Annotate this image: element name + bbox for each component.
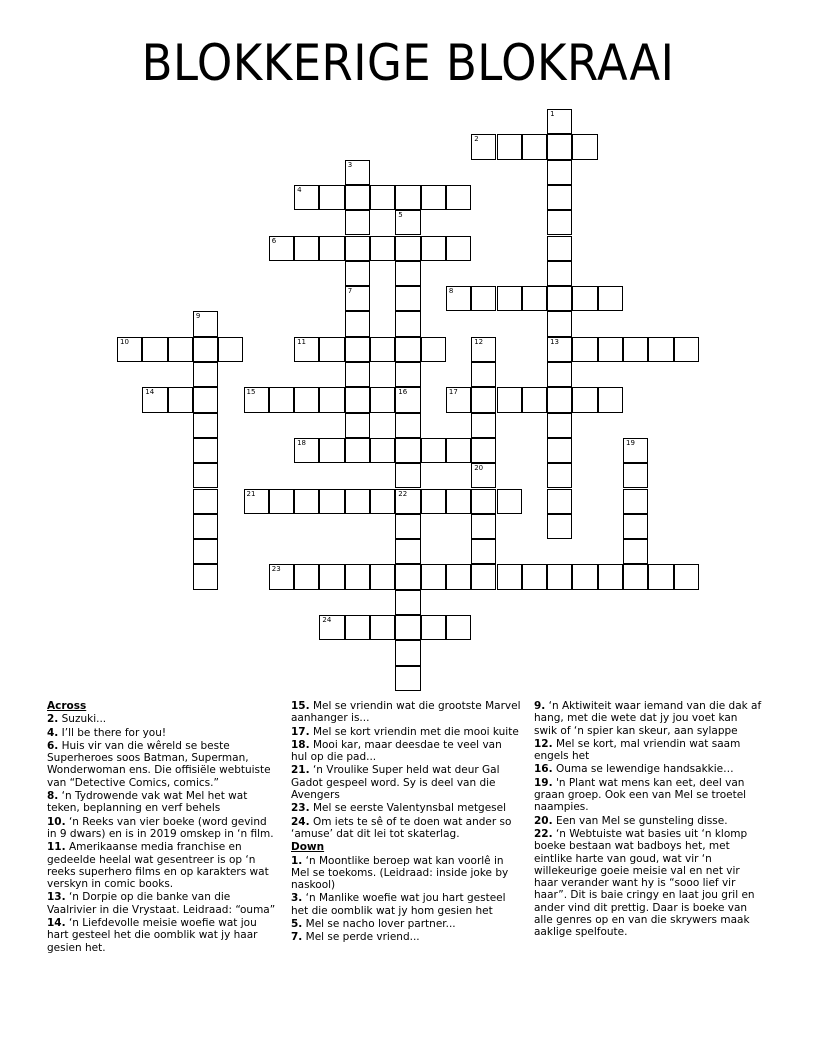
clue-number: 22.: [534, 827, 553, 840]
grid-cell[interactable]: [294, 489, 319, 514]
grid-cell[interactable]: [294, 564, 319, 589]
clue-down-3: [291, 892, 521, 917]
clue-number: 12.: [534, 737, 553, 750]
grid-cell[interactable]: [294, 337, 319, 362]
grid-cell[interactable]: [370, 438, 395, 463]
grid-cell[interactable]: [471, 337, 496, 362]
grid-cell[interactable]: [471, 362, 496, 387]
grid-cell[interactable]: [547, 109, 572, 134]
clue-text: ‘n Webtuiste wat basies uit ‘n klomp boeke bestaan wat badboys het, met eintlike harte van goud, wat vir ‘n willekeurige goeie meisie val en net vir haar verander want hy is “sooo lief vir haar”. Dit is baie cringy en laat jou gril en ander vind dit prettig. Daar is boeke van alle genres op en van die skrywers maak aaklige spelfoute.: [534, 827, 755, 939]
clue-across-23: [291, 802, 521, 814]
cell-number: 20: [474, 464, 484, 473]
clue-text: ‘n Vroulike Super held wat deur Gal Gadot gespeel word. Sy is deel van die Avengers: [291, 764, 500, 802]
clue-text: Mel se kort vriendin met die mooi kuite: [309, 725, 519, 738]
grid-cell[interactable]: [395, 185, 420, 210]
clue-number: 10.: [47, 815, 66, 828]
clue-down-1: [291, 855, 521, 892]
grid-cell[interactable]: [471, 438, 496, 463]
grid-cell[interactable]: [421, 564, 446, 589]
grid-cell[interactable]: [547, 210, 572, 235]
grid-cell[interactable]: [193, 337, 218, 362]
grid-cell[interactable]: [648, 337, 673, 362]
grid-cell[interactable]: [193, 489, 218, 514]
clue-down-12: [534, 738, 762, 763]
page-title: BLOKKERIGE BLOKRAAI: [141, 34, 675, 92]
cell-number: 11: [297, 337, 307, 346]
cell-number: 13: [550, 337, 560, 346]
grid-cell[interactable]: [193, 564, 218, 589]
grid-cell[interactable]: [370, 564, 395, 589]
grid-cell[interactable]: [471, 539, 496, 564]
clue-across-14: [47, 917, 277, 954]
clues-column-3: [534, 700, 762, 940]
clue-text: Mel se kort, mal vriendin wat saam engels het: [534, 737, 741, 763]
grid-cell[interactable]: [370, 489, 395, 514]
grid-cell[interactable]: [547, 564, 572, 589]
cell-number: 3: [347, 160, 353, 169]
grid-cell[interactable]: [345, 564, 370, 589]
cell-number: 7: [347, 287, 353, 296]
cell-number: 21: [246, 489, 256, 498]
grid-cell[interactable]: [345, 261, 370, 286]
grid-cell[interactable]: [395, 564, 420, 589]
clue-number: 17.: [291, 725, 310, 738]
grid-cell[interactable]: [522, 286, 547, 311]
grid-cell[interactable]: [345, 160, 370, 185]
clue-text: Huis vir van die wêreld se beste Superheroes soos Batman, Superman, Wonderwoman ens. Die offisiële webtuiste van “Detective Comics, comics.”: [47, 739, 271, 789]
grid-cell[interactable]: [395, 413, 420, 438]
clue-down-9: [534, 700, 762, 737]
clue-text: Suzuki...: [58, 713, 107, 726]
grid-cell[interactable]: [244, 489, 269, 514]
grid-cell[interactable]: [345, 413, 370, 438]
grid-cell[interactable]: [623, 489, 648, 514]
grid-cell[interactable]: [395, 387, 420, 412]
clue-number: 6.: [47, 739, 59, 752]
clue-text: ‘n Reeks van vier boeke (word gevind in 9 dwars) en is in 2019 omskep in ‘n film.: [47, 815, 274, 840]
grid-cell[interactable]: [421, 185, 446, 210]
clue-text: Ouma se lewendige handsakkie…: [552, 763, 734, 776]
grid-cell[interactable]: [319, 185, 344, 210]
grid-cell[interactable]: [471, 134, 496, 159]
grid-cell[interactable]: [319, 337, 344, 362]
grid-cell[interactable]: [471, 286, 496, 311]
grid-cell[interactable]: [370, 236, 395, 261]
grid-cell[interactable]: [446, 564, 471, 589]
clue-number: 2.: [47, 713, 59, 726]
cell-number: 24: [322, 616, 332, 624]
clue-number: 8.: [47, 790, 59, 803]
cell-number: 18: [297, 438, 307, 447]
cell-number: 2: [474, 135, 479, 144]
grid-cell[interactable]: [294, 438, 319, 463]
clue-number: 13.: [47, 891, 66, 904]
cell-number: 10: [120, 337, 129, 346]
grid-cell[interactable]: [598, 286, 623, 311]
grid-cell[interactable]: [370, 615, 395, 640]
grid-cell[interactable]: [319, 564, 344, 589]
grid-cell[interactable]: [623, 438, 648, 463]
grid-cell[interactable]: [648, 564, 673, 589]
clue-text: Om iets te sê of te doen wat ander so ‘amuse’ dat dit lei tot skaterlag.: [291, 815, 512, 840]
grid-cell[interactable]: [446, 185, 471, 210]
grid-cell[interactable]: [395, 590, 420, 615]
grid-cell[interactable]: [117, 337, 142, 362]
grid-cell[interactable]: [370, 387, 395, 412]
grid-cell[interactable]: [446, 489, 471, 514]
clue-down-22: [534, 828, 762, 939]
grid-cell[interactable]: [497, 489, 522, 514]
grid-cell[interactable]: [598, 564, 623, 589]
grid-cell[interactable]: [319, 387, 344, 412]
grid-cell[interactable]: [446, 438, 471, 463]
grid-cell[interactable]: [421, 438, 446, 463]
grid-cell[interactable]: [547, 236, 572, 261]
grid-cell[interactable]: [674, 337, 699, 362]
cell-number: 1: [550, 110, 555, 118]
grid-cell[interactable]: [471, 514, 496, 539]
clue-text: ‘n Tydrowende vak wat Mel het wat teken, beplanning en verf behels: [47, 790, 248, 815]
clue-across-10: [47, 816, 277, 841]
grid-cell[interactable]: [623, 564, 648, 589]
grid-cell[interactable]: [446, 615, 471, 640]
clue-across-17: [291, 726, 521, 738]
grid-cell[interactable]: [345, 210, 370, 235]
grid-cell[interactable]: [244, 387, 269, 412]
grid-cell[interactable]: [395, 640, 420, 665]
clue-number: 15.: [291, 700, 310, 712]
grid-cell[interactable]: [395, 337, 420, 362]
grid-cell[interactable]: [319, 489, 344, 514]
grid-cell[interactable]: [395, 615, 420, 640]
down-heading: Down: [291, 841, 325, 854]
grid-cell[interactable]: [446, 286, 471, 311]
grid-cell[interactable]: [471, 489, 496, 514]
grid-cell[interactable]: [421, 337, 446, 362]
grid-cell[interactable]: [471, 564, 496, 589]
grid-cell[interactable]: [547, 286, 572, 311]
clue-text: ‘n Manlike woefie wat jou hart gesteel het die oomblik wat jy hom gesien het: [291, 892, 506, 917]
grid-cell[interactable]: [497, 134, 522, 159]
grid-cell[interactable]: [547, 311, 572, 336]
grid-cell[interactable]: [370, 185, 395, 210]
clue-text: Mooi kar, maar deesdae te veel van hul op die pad...: [291, 738, 502, 764]
grid-cell[interactable]: [269, 236, 294, 261]
grid-cell[interactable]: [269, 387, 294, 412]
grid-cell[interactable]: [193, 362, 218, 387]
grid-cell[interactable]: [269, 489, 294, 514]
grid-cell[interactable]: [598, 387, 623, 412]
grid-cell[interactable]: [319, 236, 344, 261]
cell-number: 23: [271, 565, 281, 574]
grid-cell[interactable]: [421, 489, 446, 514]
grid-cell[interactable]: [345, 185, 370, 210]
grid-cell[interactable]: [294, 387, 319, 412]
grid-cell[interactable]: [421, 236, 446, 261]
grid-cell[interactable]: [294, 185, 319, 210]
grid-cell[interactable]: [294, 236, 319, 261]
grid-cell[interactable]: [572, 387, 597, 412]
grid-cell[interactable]: [471, 463, 496, 488]
clue-across-11: [47, 841, 277, 890]
clues-column-2: [291, 700, 521, 945]
grid-cell[interactable]: [345, 438, 370, 463]
grid-cell[interactable]: [193, 311, 218, 336]
grid-cell[interactable]: [572, 286, 597, 311]
cell-number: 15: [246, 388, 256, 397]
grid-cell[interactable]: [395, 236, 420, 261]
clue-number: 14.: [47, 917, 66, 930]
grid-cell[interactable]: [547, 514, 572, 539]
cell-number: 5: [398, 211, 403, 220]
grid-cell[interactable]: [446, 387, 471, 412]
grid-cell[interactable]: [193, 438, 218, 463]
grid-cell[interactable]: [547, 261, 572, 286]
clue-text: ‘n Moontlike beroep wat kan voorlê in Mel se toekoms. (Leidraad: inside joke by naskool): [291, 854, 509, 892]
grid-cell[interactable]: [395, 261, 420, 286]
grid-cell[interactable]: [345, 615, 370, 640]
grid-cell[interactable]: [168, 337, 193, 362]
grid-cell[interactable]: [395, 286, 420, 311]
cell-number: 4: [297, 185, 302, 194]
clue-down-20: [534, 815, 762, 827]
grid-cell[interactable]: [497, 286, 522, 311]
grid-cell[interactable]: [623, 539, 648, 564]
clue-number: 19.: [534, 776, 553, 789]
clue-number: 24.: [291, 815, 310, 828]
grid-cell[interactable]: [142, 387, 167, 412]
grid-cell[interactable]: [547, 134, 572, 159]
grid-cell[interactable]: [522, 564, 547, 589]
grid-cell[interactable]: [345, 337, 370, 362]
cell-number: 17: [448, 388, 458, 397]
grid-cell[interactable]: [193, 387, 218, 412]
grid-cell[interactable]: [572, 564, 597, 589]
grid-cell[interactable]: [522, 134, 547, 159]
cell-number: 6: [271, 236, 277, 245]
grid-cell[interactable]: [345, 286, 370, 311]
grid-cell[interactable]: [345, 236, 370, 261]
grid-cell[interactable]: [623, 514, 648, 539]
grid-cell[interactable]: [395, 438, 420, 463]
clue-number: 3.: [291, 892, 303, 905]
grid-cell[interactable]: [395, 514, 420, 539]
grid-cell[interactable]: [623, 463, 648, 488]
clue-down-16: [534, 763, 762, 775]
grid-cell[interactable]: [572, 337, 597, 362]
grid-cell[interactable]: [547, 160, 572, 185]
cell-number: 9: [195, 312, 201, 321]
cell-number: 14: [145, 388, 155, 397]
grid-cell[interactable]: [395, 311, 420, 336]
grid-cell[interactable]: [370, 337, 395, 362]
grid-cell[interactable]: [547, 413, 572, 438]
grid-cell[interactable]: [269, 564, 294, 589]
grid-cell[interactable]: [345, 362, 370, 387]
grid-cell[interactable]: [497, 387, 522, 412]
clue-down-7: [291, 931, 521, 943]
clue-across-21: [291, 764, 521, 801]
clues-column-1: [47, 700, 277, 955]
across-heading: Across: [47, 700, 87, 712]
clue-number: 7.: [291, 931, 303, 944]
grid-cell[interactable]: [395, 666, 420, 691]
clue-number: 11.: [47, 841, 66, 854]
grid-cell[interactable]: [319, 615, 344, 640]
clue-text: Een van Mel se gunsteling disse.: [552, 814, 728, 827]
clue-number: 1.: [291, 854, 303, 867]
cell-number: 19: [626, 438, 635, 447]
grid-cell[interactable]: [193, 539, 218, 564]
grid-cell[interactable]: [446, 236, 471, 261]
grid-cell[interactable]: [319, 438, 344, 463]
grid-cell[interactable]: [471, 387, 496, 412]
grid-cell[interactable]: [193, 463, 218, 488]
clue-text: I’ll be there for you!: [58, 726, 167, 739]
clue-text: Amerikaanse media franchise en gedeelde heelal wat gesentreer is op ‘n reeks superhero films en op karakters wat verskyn in comic books.: [47, 841, 269, 891]
clue-text: ‘n Dorpie op die banke van die Vaalrivier in die Vrystaat. Leidraad: “ouma”: [47, 891, 276, 916]
clue-number: 18.: [291, 738, 310, 751]
clue-text: Mel se nacho lover partner...: [302, 918, 456, 931]
grid-cell[interactable]: [193, 413, 218, 438]
grid-cell[interactable]: [547, 387, 572, 412]
clue-number: 5.: [291, 918, 303, 931]
grid-cell[interactable]: [142, 337, 167, 362]
grid-cell[interactable]: [395, 489, 420, 514]
clue-number: 20.: [534, 814, 553, 827]
grid-cell[interactable]: [395, 539, 420, 564]
grid-cell[interactable]: [547, 362, 572, 387]
grid-cell[interactable]: [421, 615, 446, 640]
clue-across-18: [291, 739, 521, 764]
clue-down-5: [291, 918, 521, 930]
grid-cell[interactable]: [547, 185, 572, 210]
clue-across-13: [47, 891, 277, 916]
clue-text: Mel se vriendin wat die grootste Marvel aanhanger is...: [291, 700, 521, 725]
clue-text: Mel se perde vriend...: [302, 931, 420, 944]
grid-cell[interactable]: [547, 337, 572, 362]
clue-number: 23.: [291, 802, 310, 815]
grid-cell[interactable]: [547, 438, 572, 463]
grid-cell[interactable]: [471, 413, 496, 438]
grid-cell[interactable]: [572, 134, 597, 159]
grid-cell[interactable]: [193, 514, 218, 539]
grid-cell[interactable]: [345, 489, 370, 514]
cell-number: 22: [398, 489, 408, 498]
clue-text: 'n Plant wat mens kan eet, deel van graan groep. Ook een van Mel se troetel naampies.: [534, 776, 747, 814]
grid-cell[interactable]: [547, 463, 572, 488]
grid-cell[interactable]: [598, 337, 623, 362]
clue-number: 21.: [291, 764, 310, 777]
clue-number: 16.: [534, 763, 553, 776]
clue-across-2: [47, 713, 277, 725]
clue-across-6: [47, 740, 277, 789]
grid-cell[interactable]: [395, 210, 420, 235]
grid-cell[interactable]: [395, 463, 420, 488]
cell-number: 16: [398, 388, 408, 397]
grid-cell[interactable]: [674, 564, 699, 589]
clue-across-24: [291, 816, 521, 841]
clue-text: Mel se eerste Valentynsbal metgesel: [309, 802, 507, 815]
grid-cell[interactable]: [547, 489, 572, 514]
grid-cell[interactable]: [522, 387, 547, 412]
clue-text: ‘n Aktiwiteit waar iemand van die dak af hang, met die wete dat jy jou voet kan swik of ‘n spier kan skeur, aan sylappe: [534, 700, 762, 737]
grid-cell[interactable]: [345, 387, 370, 412]
grid-cell[interactable]: [395, 362, 420, 387]
clue-across-4: [47, 727, 277, 739]
clue-down-19: [534, 777, 762, 814]
grid-cell[interactable]: [218, 337, 243, 362]
clue-number: 4.: [47, 726, 59, 739]
clue-text: ‘n Liefdevolle meisie woefie wat jou hart gesteel het die oomblik wat jy haar gesien het.: [47, 917, 258, 954]
grid-cell[interactable]: [345, 311, 370, 336]
cell-number: 8: [448, 287, 454, 296]
grid-cell[interactable]: [168, 387, 193, 412]
clue-number: 9.: [534, 700, 546, 712]
grid-cell[interactable]: [623, 337, 648, 362]
clue-across-15: [291, 700, 521, 725]
clue-across-8: [47, 790, 277, 815]
grid-cell[interactable]: [497, 564, 522, 589]
cell-number: 12: [474, 337, 484, 346]
